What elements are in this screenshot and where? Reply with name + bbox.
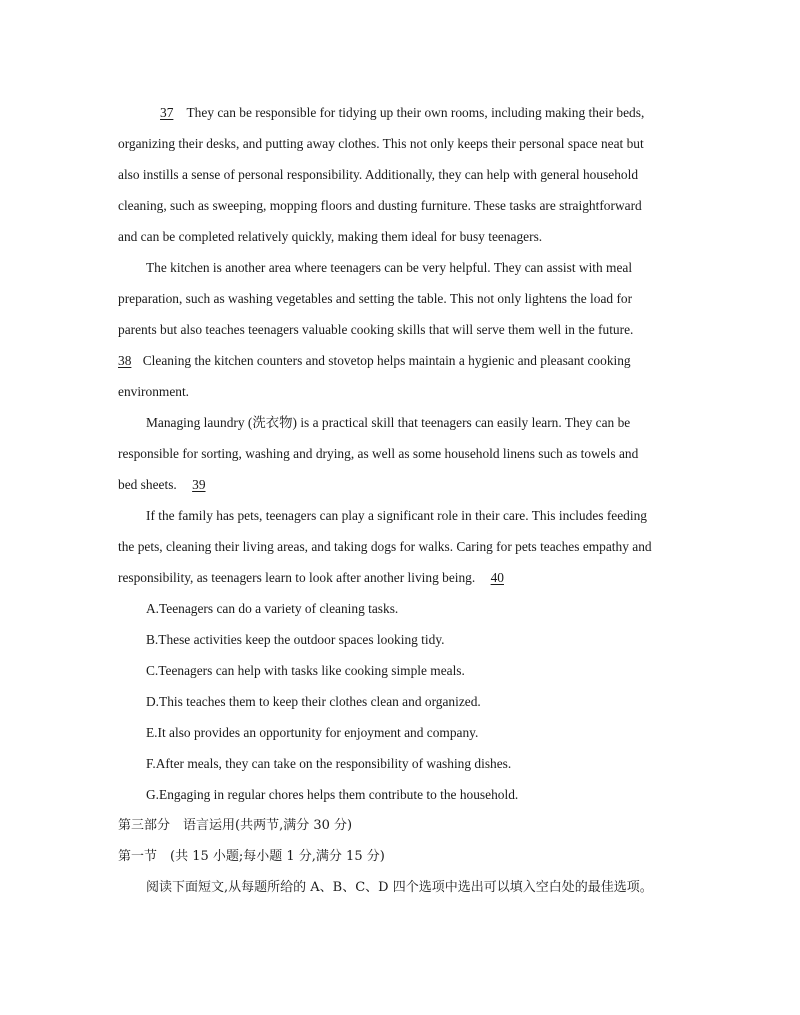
option-c: C.Teenagers can help with tasks like cooking simple meals. [146,663,465,678]
paragraph-2-line-4 [118,345,678,376]
paragraph-3-line-3 [118,469,678,500]
paragraph-text: Cleaning the kitchen counters and stovetop helps maintain a hygienic and pleasant cooking [142,353,631,368]
paragraph-1-line-4: cleaning, such as sweeping, mopping floors and dusting furniture. These tasks are straightforward [118,198,642,213]
section-heading-part3: 第三部分 语言运用(共两节,满分 30 分) [118,818,353,833]
paragraph-1-line-5: and can be completed relatively quickly, making them ideal for busy teenagers. [118,229,543,244]
paragraph-2-line-1: The kitchen is another area where teenagers can be very helpful. They can assist with meal [146,260,633,275]
blank-40: 40 [490,570,504,585]
paragraph-text: bed sheets. [118,477,177,492]
paragraph-4-line-1: If the family has pets, teenagers can play a significant role in their care. This includes feeding [146,508,647,523]
paragraph-2-line-2: preparation, such as washing vegetables and setting the table. This not only lightens the load for [118,291,633,306]
paragraph-2-line-5: environment. [118,384,190,399]
option-b: B.These activities keep the outdoor spaces looking tidy. [146,632,445,647]
paragraph-1-line-2: organizing their desks, and putting away clothes. This not only keeps their personal space neat but [118,136,644,151]
option-e: E.It also provides an opportunity for enjoyment and company. [146,725,479,740]
paragraph-1-line-3: also instills a sense of personal responsibility. Additionally, they can help with general household [118,167,639,182]
paragraph-4-line-2: the pets, cleaning their living areas, and taking dogs for walks. Caring for pets teaches empathy and [118,539,652,554]
option-g: G.Engaging in regular chores helps them contribute to the household. [146,787,519,802]
document-page [118,97,678,903]
paragraph-1-line-1 [118,97,678,128]
paragraph-3-line-2: responsible for sorting, washing and drying, as well as some household linens such as towels and [118,446,639,461]
paragraph-text: They can be responsible for tidying up their own rooms, including making their beds, [186,105,645,120]
blank-39: 39 [192,477,206,492]
paragraph-3-line-1: Managing laundry (洗衣物) is a practical skill that teenagers can easily learn. They can be [146,415,631,430]
section-heading-sec1: 第一节 (共 15 小题;每小题 1 分,满分 15 分) [118,849,385,864]
blank-37: 37 [160,105,174,120]
option-f: F.After meals, they can take on the responsibility of washing dishes. [146,756,512,771]
option-a: A.Teenagers can do a variety of cleaning tasks. [146,601,399,616]
blank-38: 38 [118,353,132,368]
paragraph-4-line-3 [118,562,678,593]
paragraph-text: responsibility, as teenagers learn to look after another living being. [118,570,476,585]
option-d: D.This teaches them to keep their clothes clean and organized. [146,694,481,709]
paragraph-2-line-3: parents but also teaches teenagers valuable cooking skills that will serve them well in the future. [118,322,634,337]
section-instruction: 阅读下面短文,从每题所给的 A、B、C、D 四个选项中选出可以填入空白处的最佳选项。 [146,880,653,895]
